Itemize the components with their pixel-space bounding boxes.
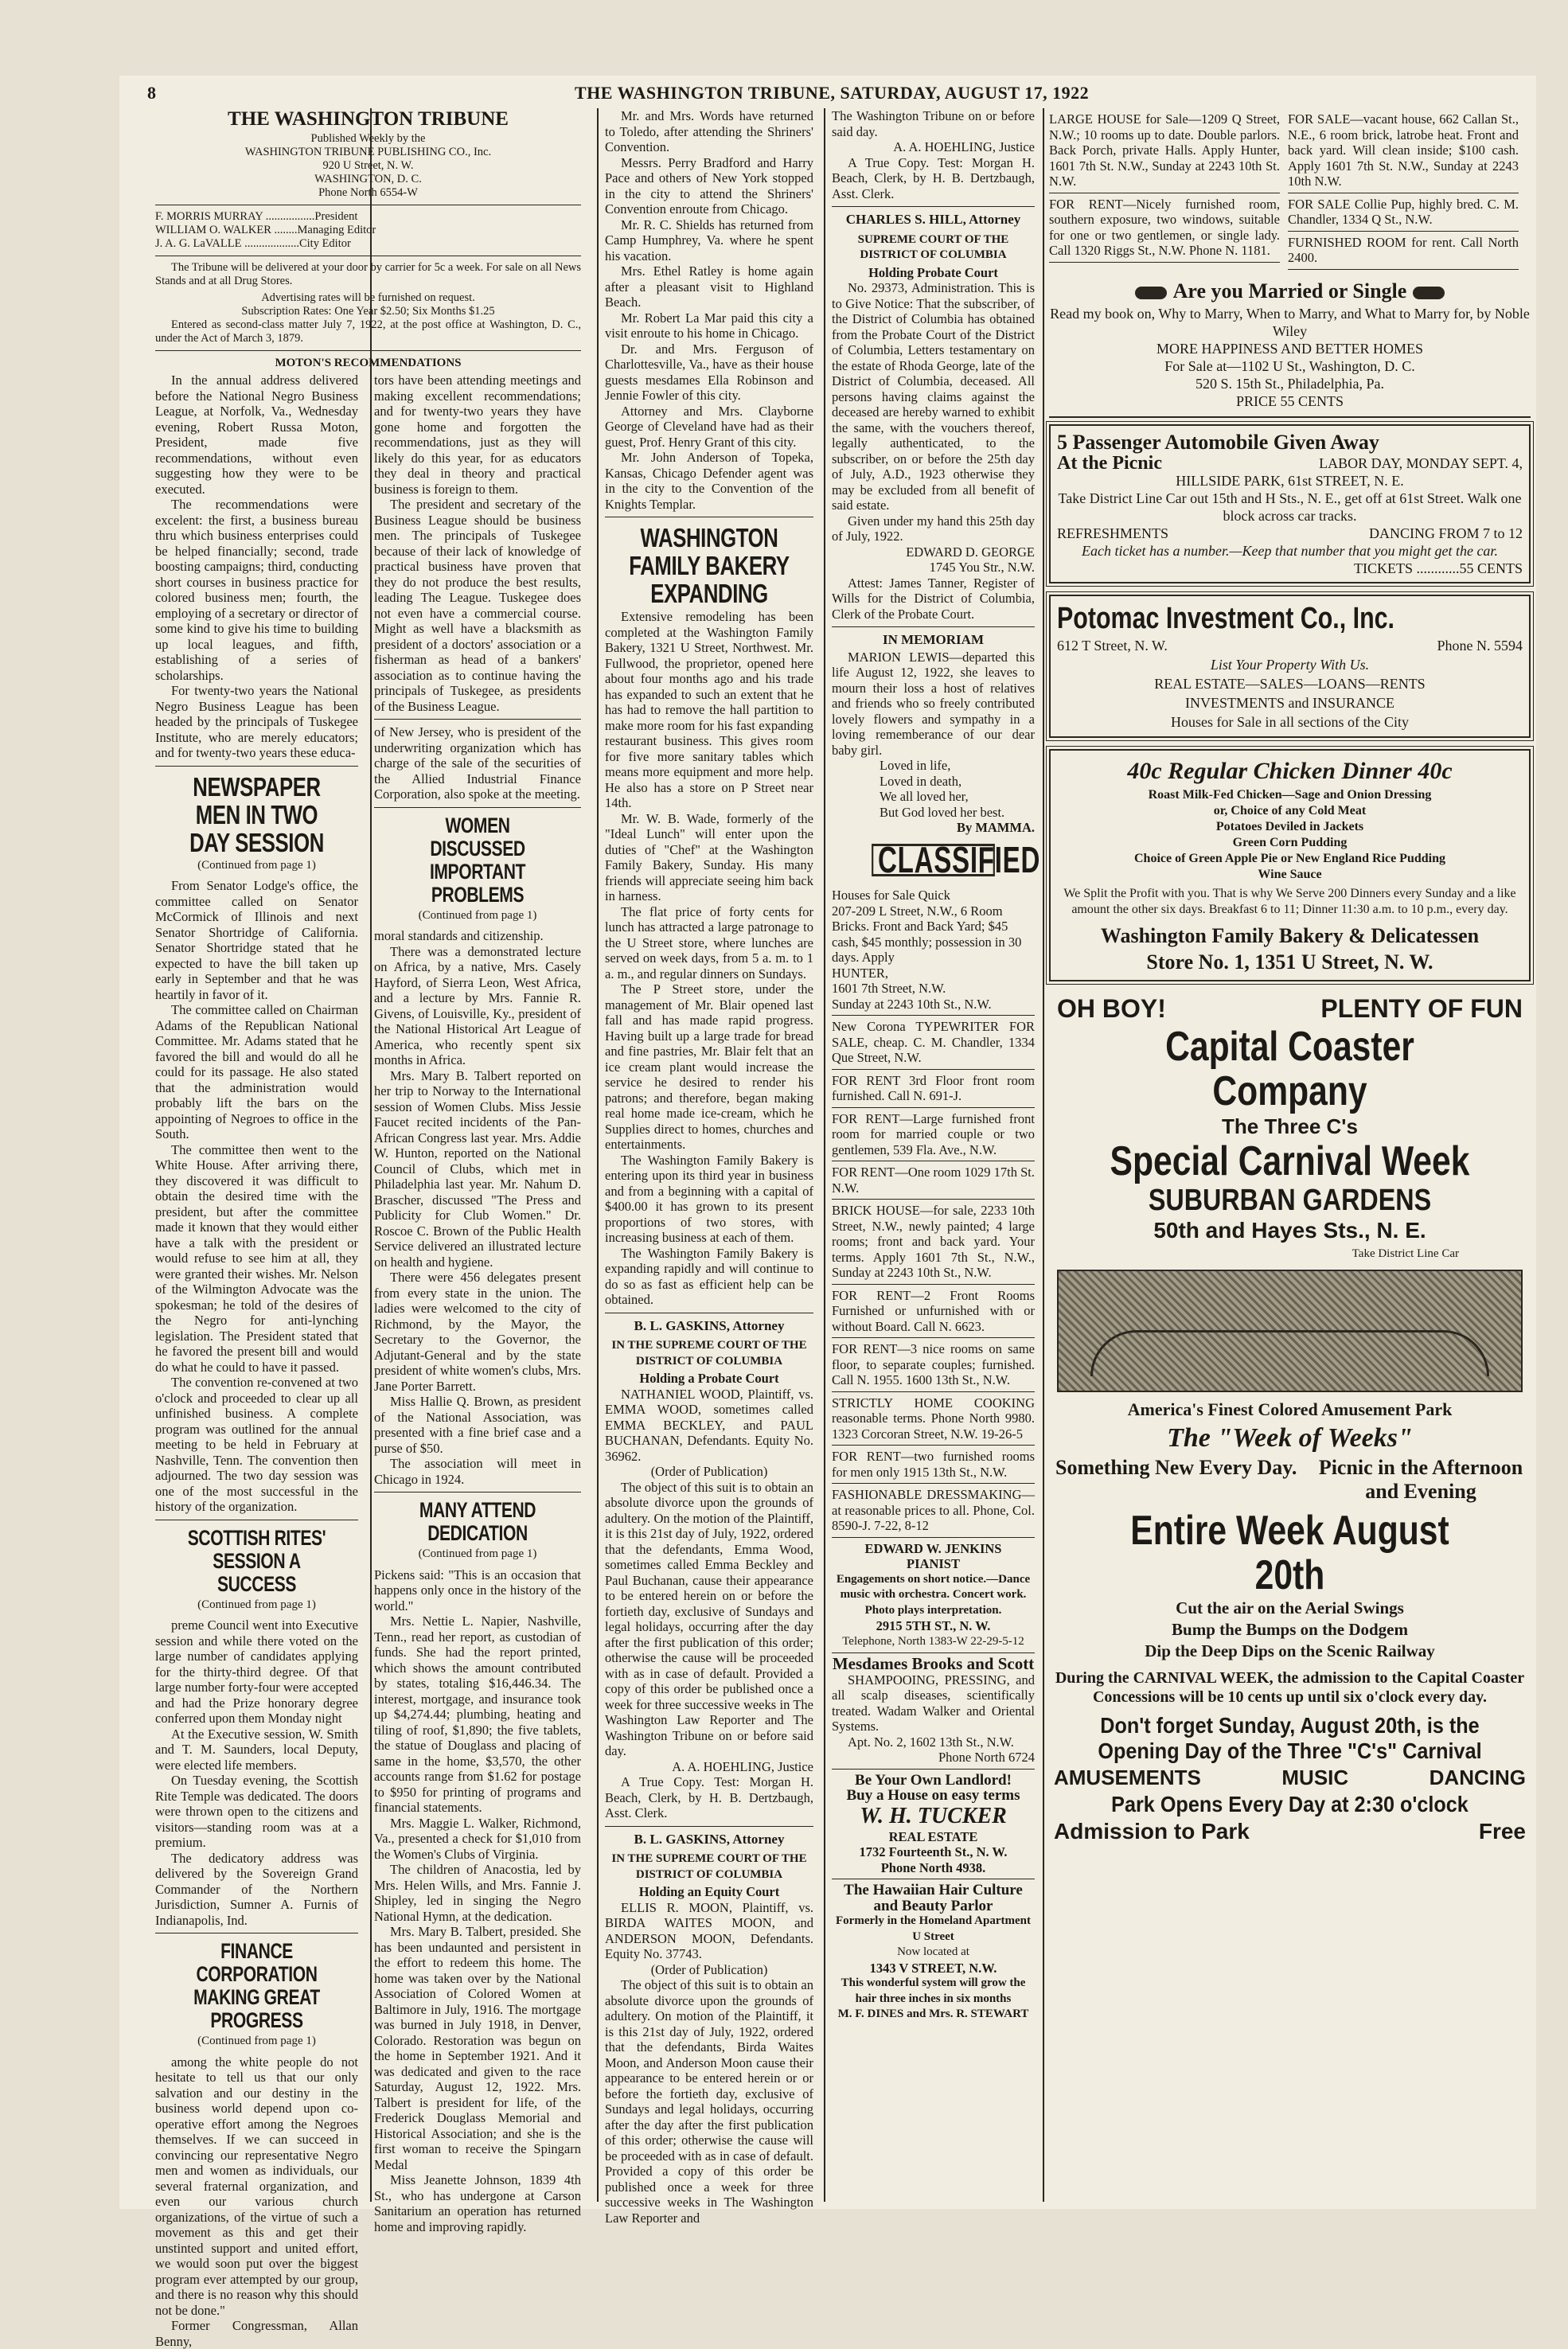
classified-ad: FASHIONABLE DRESSMAKING—at reasonable prices to all. Phone, Col. 8590-J. 7-22, 8-12: [832, 1484, 1035, 1538]
legal-holding: Holding Probate Court: [868, 264, 998, 280]
divider: [374, 719, 581, 720]
classified-ad: FOR SALE—vacant house, 662 Callan St., N.E., 6 room brick, latrobe heat. Front and back yard. Will clean inside; $100 cash. Apply 1601 7th St. N.W., Sunday at 2243 10th N.W.: [1288, 108, 1519, 193]
divider: [155, 350, 581, 351]
classified-ad: FOR RENT—Large furnished front room for married couple or two gentlemen, 539 Fla. Ave., N.W.: [832, 1108, 1035, 1162]
brooks-body: SHAMPOOING, PRESSING, and all scalp diseases, scientifically treated. Wadam Walker and Oriental Systems.: [832, 1672, 1035, 1734]
article-paragraph: There was a demonstrated lecture on Africa, by a native, Mrs. Casely Hayford, of Sierra Leon, West Africa, and a lecture by Mrs. Fannie R. Givens, of Louisville, Ky., president of the National Historical Art League of America, who recently spent six months in Africa.: [374, 943, 581, 1067]
continued-note: (Continued from page 1): [418, 908, 537, 922]
article-paragraph: Mrs. Maggie L. Walker, Richmond, Va., presented a check for $1,010 from the Women's Clubs of Virginia.: [374, 1815, 581, 1862]
automobile-park: HILLSIDE PARK, 61st STREET, N. E.: [1176, 472, 1404, 489]
married-address: 520 S. 15th St., Philadelphia, Pa.: [1195, 375, 1384, 392]
coaster-three-c: The Three C's: [1222, 1114, 1358, 1138]
article-paragraph: On Tuesday evening, the Scottish Rite Temple was dedicated. The doors were thrown open to the citizens and visitors—standing room was at a premium.: [155, 1773, 358, 1850]
article-paragraph: The flat price of forty cents for lunch has attracted a large patronage to the U Street store, where lunches are served on week days, from 5 a. m. to 1 a. m., and regular dinners on Sundays.: [605, 903, 813, 981]
menu-item: Choice of Green Apple Pie or New England Rice Pudding: [1134, 851, 1445, 865]
column-rule: [597, 108, 599, 2202]
legal-name: EDWARD D. GEORGE: [906, 544, 1035, 560]
married-body: Read my book on, Why to Marry, When to Marry, and What to Marry for, by Noble Wiley: [1050, 305, 1530, 339]
coaster-week: Special Carnival Week: [1110, 1137, 1470, 1184]
legal-attest: A True Copy. Test: Morgan H. Beach, Clerk, by H. B. Dertzbaugh, Asst. Clerk.: [832, 154, 1035, 201]
hawaiian-body: This wonderful system will grow the hair three inches in six months: [841, 1976, 1026, 2005]
article-paragraph: Mrs. Mary B. Talbert, presided. She has been undaunted and persistent in the effort to redeem this home. The home was taken over by the National Association of Colored Women at Baltimore in July, 1916. The mortgage was burned in July 1918, in Denver, Colorado. Restoration was begun on the home in September 1921. And it was dedicated and given to the race Saturday, August 12, 1922. Mrs. Talbert is president for life, of the Frederick Douglass Memorial and Historical Association; and she is the first woman to receive the Spingarn Medal: [374, 1924, 581, 2172]
pointing-hand-icon: [1413, 287, 1445, 299]
article-paragraph: Miss Hallie Q. Brown, as president of the National Association, was presented with a fine brief case and a purse of $50.: [374, 1394, 581, 1456]
legal-attorney: B. L. GASKINS, Attorney: [634, 1317, 785, 1333]
chicken-store: Washington Family Bakery & Delicatessen: [1100, 923, 1480, 947]
coaster-address: 50th and Hayes Sts., N. E.: [1153, 1217, 1426, 1243]
coaster-gardens: SUBURBAN GARDENS: [1148, 1183, 1432, 1217]
memoriam-poem-line: Loved in death,: [880, 773, 962, 789]
legal-given: Given under my hand this 25th day of July, 1922.: [832, 513, 1035, 544]
automobile-note: Each ticket has a number.—Keep that number that you might get the car.: [1082, 542, 1498, 559]
coaster-swings: Cut the air on the Aerial Swings: [1176, 1598, 1404, 1617]
social-note: Mr. John Anderson of Topeka, Kansas, Chicago Defender agent was in the city to the Convention of the Knights Templar.: [605, 450, 813, 512]
brooks-headline: Mesdames Brooks and Scott: [832, 1654, 1035, 1673]
hawaiian-address: 1343 V STREET, N.W.: [869, 1960, 997, 1976]
legal-court: SUPREME COURT OF THE DISTRICT OF COLUMBIA: [857, 232, 1009, 261]
continued-note: (Continued from page 1): [418, 1547, 537, 1560]
tucker-line: Phone North 4938.: [880, 1859, 986, 1875]
classified-heading: CLASSIFIED: [872, 844, 995, 877]
article-headline: FINANCE CORPORATION MAKING GREAT PROGRESS: [193, 1939, 320, 2032]
editorial-paragraph: The recommendations were excelent: the first, a business bureau thru which business enterprises could be helped financially; second, trade boosting campaigns; third, conducting short courses in business practice for colored business men; fourth, the employing of a secretary or director of some kind to give his time to building up local leagues, and fifth, establishing of a series of scholarships.: [155, 497, 358, 683]
social-note: Mrs. Ethel Ratley is home again after a pleasant visit to Highland Beach.: [605, 263, 813, 310]
potomac-line: INVESTMENTS and INSURANCE: [1185, 694, 1394, 711]
article-paragraph: Mrs. Nettie L. Napier, Nashville, Tenn., read her report, as custodian of funds. She had the report printed, which shows the amount contributed by states, totaling $16,446.34. The interest, mortgage, and insurance took up $4,274.44; plumbing, heating and tiling of roof, $1,890; the five tablets, the statue of Douglass and placing of same in the home, $3,570, the other accounts range from $1.62 for postage to $950 for printing of programs and financial statements.: [374, 1613, 581, 1815]
staff-line: WILLIAM O. WALKER ........Managing Editor: [155, 223, 376, 236]
entry-note: Entered as second-class matter July 7, 1922, at the post office at Washington, D. C., under the Act of March 3, 1879.: [155, 318, 581, 345]
social-note: Mr. Robert La Mar paid this city a visit enroute to his home in Chicago.: [605, 310, 813, 341]
coaster-sunday: Don't forget Sunday, August 20th, is the Opening Day of the Three "C's" Carnival: [1098, 1712, 1482, 1763]
tucker-ad: [832, 1770, 1035, 1880]
classified-ad: BRICK HOUSE—for sale, 2233 10th Street, N.W., newly painted; 4 large rooms; front and back yard. Your terms. Apply 1601 7th St., N.W., Sunday at 2243 10th St., N.W.: [832, 1200, 1035, 1285]
column-1: [155, 108, 581, 2349]
legal-attorney: B. L. GASKINS, Attorney: [634, 1831, 785, 1847]
jenkins-address: 2915 5TH ST., N. W.: [876, 1618, 991, 1633]
tucker-line: 1732 Fourteenth St., N. W.: [859, 1844, 1008, 1859]
article-paragraph: of New Jersey, who is president of the underwriting organization which has charge of the sale of the securities of the Allied Industrial Finance Corporation, also spoke at the meeting.: [374, 724, 581, 802]
article-paragraph: Miss Jeanette Johnson, 1839 4th St., who has undergone at Carson Sanitarium an operation has returned home and improving rapidly.: [374, 2172, 581, 2234]
article-paragraph: The P Street store, under the management of Mr. Blair opened last fall and has made rapid progress. Having built up a large trade for bread and fine pastries, Mr. Blair felt that an ice cream plant would increase the service he desired to render his patrons; and therefore, began making real home made ice-cream, which he Supplies direct to homes, churches and entertainments.: [605, 981, 813, 1152]
article-paragraph: Extensive remodeling has been completed at the Washington Family Bakery, 1321 U Street, Northwest. Mr. Fullwood, the proprietor, opened here about four months ago and his trade has expanded to such an extent that he has had to remove the hall partition to make more room for his fast expanding restaurant business. This gives room for five more sanitary tables which means more equipment and more help. He also has a store on P Street near 14th.: [605, 609, 813, 810]
automobile-ad: [1049, 424, 1531, 583]
coaster-free: Free: [1478, 1818, 1526, 1844]
publisher-line: 920 U Street, N. W.: [322, 158, 414, 172]
classified-ad: New Corona TYPEWRITER FOR SALE, cheap. C. M. Chandler, 1334 Que Street, N.W.: [832, 1016, 1035, 1070]
legal-body: The object of this suit is to obtain an absolute divorce upon the grounds of adultery. On the motion of the Plaintiff, it is this 21st day of July, 1922, ordered that the defendants, Emma Wood, sometimes called Emma Beckley and Paul Buchanan, cause their appearance to be entered herein on or before the fortieth day, exclusive of Sundays and legal holidays, occurring after the day after the first publication of this order; otherwise the cause will be proceeded with as in case of default. Provided a copy of this order be published once a week for three successive weeks in The Washington Law Reporter and The Washington Tribune on or before said day.: [605, 1479, 813, 1758]
coaster-entire: Entire Week August 20th: [1130, 1507, 1449, 1598]
article-paragraph: preme Council went into Executive session and while there voted on the large number of candidates applying for the thirty-third degree. Of that large number forty-four were accepted and had the Prize honorary degree conferred upon them Monday night: [155, 1617, 358, 1726]
coaster-fun: PLENTY OF FUN: [1320, 993, 1523, 1023]
jenkins-ad: [832, 1538, 1035, 1654]
brooks-address: Apt. No. 2, 1602 13th St., N.W.: [848, 1734, 1014, 1750]
memoriam-poem-line: We all loved her,: [880, 789, 969, 804]
tucker-line: Buy a House on easy terms: [846, 1787, 1020, 1804]
social-note: Dr. and Mrs. Ferguson of Charlottesville, Va., have as their house guests mesdames Ella Robinson and Jennie Fowler of this city.: [605, 341, 813, 403]
coaster-car: Take District Line Car: [1352, 1247, 1459, 1260]
continued-note: (Continued from page 1): [197, 1598, 316, 1611]
potomac-line: REAL ESTATE—SALES—LOANS—RENTS: [1154, 675, 1426, 692]
article-paragraph: among the white people do not hesitate to tell us that our only salvation and our destiny in the business world depend upon co-operative effort among the Negroes themselves. If we can succeed in convincing our representative Negro men and women as individuals, our several fraternal organization, and even our various church organizations, of the virtue of such a movement as this and get their unstinted support and united effort, we would soon put over the biggest program ever attempted by our group, and there is no reason why this should not be done.": [155, 2054, 358, 2318]
legal-holding: Holding an Equity Court: [638, 1884, 780, 1899]
legal-attest: Attest: James Tanner, Register of Wills for the District of Columbia, Clerk of the Probate Court.: [832, 575, 1035, 622]
brooks-phone: Phone North 6724: [938, 1750, 1035, 1765]
automobile-picnic: At the Picnic: [1057, 452, 1162, 474]
subscription-rates: Subscription Rates: One Year $2.50; Six Months $1.25: [241, 304, 495, 318]
legal-court: IN THE SUPREME COURT OF THE DISTRICT OF COLUMBIA: [611, 1339, 807, 1368]
memoriam-poem-line: Loved in life,: [880, 758, 951, 773]
coaster-ohboy: OH BOY!: [1057, 993, 1166, 1023]
article-paragraph: At the Executive session, W. Smith and T. M. Saunders, local Deputy, were elected life members.: [155, 1726, 358, 1773]
article-paragraph: The committee then went to the White House. After arriving there, they discovered it was difficult to obtain the desired time with the president, but after the committee made it known that they would either have a talk with the president or would refuse to see him at all, they were granted their wishes. Mr. Nelson of the Wilmington Advocate was the spokesman; he told of the desires of the Negro for anti-lynching legislation. The President stated that he favored the present bill and would do what he could to have it passed.: [155, 1141, 358, 1375]
article-headline: WASHINGTON FAMILY BAKERY EXPANDING: [629, 523, 790, 608]
legal-order: (Order of Publication): [650, 1464, 768, 1479]
brooks-ad: [832, 1653, 1035, 1770]
continued-note: (Continued from page 1): [197, 2035, 316, 2047]
article-paragraph: moral standards and citizenship.: [374, 928, 544, 943]
hawaiian-signature: M. F. DINES and Mrs. R. STEWART: [837, 2008, 1029, 2020]
social-note: Mr. R. C. Shields has returned from Camp Humphrey, Va. where he spent his vacation.: [605, 217, 813, 263]
coaster-new: Something New Every Day.: [1055, 1455, 1297, 1479]
legal-signature: A. A. HOEHLING, Justice: [672, 1758, 813, 1774]
hawaiian-line: Now located at: [897, 1945, 969, 1958]
classified-ad: STRICTLY HOME COOKING reasonable terms. Phone North 9980. 1323 Corcoran Street, N.W. 19-26-5: [832, 1392, 1035, 1446]
chicken-body: We Split the Profit with you. That is why We Serve 200 Dinners every Sunday and a like amount the other six days. Breakfast 6 to 11; Dinner 11:30 a.m. to 10 p.m., every day.: [1063, 886, 1516, 916]
coaster-finest: America's Finest Colored Amusement Park: [1127, 1399, 1453, 1419]
divider: [155, 766, 358, 767]
jenkins-title: PIANIST: [907, 1556, 960, 1571]
classified-ad: Houses for Sale Quick 207-209 L Street, N.W., 6 Room Bricks. Front and Back Yard; $45 cash, $45 monthly; possession in 30 days. Apply HUNTER, 1601 7th Street, N.W. Sunday at 2243 10th St., N.W.: [832, 884, 1035, 1016]
coaster-ad: [1049, 993, 1531, 1845]
legal-body: The object of this suit is to obtain an absolute divorce upon the grounds of adultery. On motion of the Plaintiff, it is this 21st day of July, 1922, ordered that the defendants, Birda Waites Moon, and Anderson Moon cause their appearance to be entered herein or or before the fortieth day, exclusive of Sundays and legal holidays, occurring after the day after the first publication of this order; otherwise the cause will be proceeded with as in case of default. Provided a copy of this order be published once a week for three successive weeks in The Washington Law Reporter and: [605, 1977, 813, 2226]
publisher-line: WASHINGTON TRIBUNE PUBLISHING CO., Inc.: [244, 145, 492, 158]
coaster-amusements: AMUSEMENTS: [1054, 1765, 1201, 1789]
article-paragraph: The committee called on Chairman Adams of the Republican National Committee. Mr. Adams stated that he favored the bill and would do all he could for its passage. He also stated that the administration would probably lift the bars on the appointing of Negroes to office in the South.: [155, 1002, 358, 1141]
article-paragraph: The convention re-convened at two o'clock and proceeded to clear up all unfinished business. A complete program was outlined for the annual meeting to be held in February at Nashville, Tenn. The convention then adjourned. The two day session was one of the most successful in the history of the organization.: [155, 1375, 358, 1514]
social-note: Messrs. Perry Bradford and Harry Pace and others of New York stopped in the city to attend the Shriners' Convention enroute from Chicago.: [605, 154, 813, 217]
article-headline: WOMEN DISCUSSED IMPORTANT PROBLEMS: [429, 813, 526, 907]
automobile-headline: 5 Passenger Automobile Given Away: [1057, 430, 1379, 454]
legal-parties: ELLIS R. MOON, Plaintiff, vs. BIRDA WAITES MOON, and ANDERSON MOON, Defendants. Equity No. 37743.: [605, 1899, 813, 1961]
coaster-during: During the CARNIVAL WEEK, the admission to the Capital Coaster Concessions will be 10 cents up until six o'clock every day.: [1055, 1668, 1525, 1706]
tucker-name: W. H. TUCKER: [860, 1803, 1007, 1828]
article-paragraph: The Washington Family Bakery is entering upon its third year in business and from a beginning with a capital of $400.00 it has grown to its present proportions of two stores, with increasing business at each of them.: [605, 1152, 813, 1245]
classified-ad: LARGE HOUSE for Sale—1209 Q Street, N.W.; 10 rooms up to date. Double parlors. Back Porch, private Halls. Apply Hunter, 1601 7th St. N.W., Sunday at 2243 10th St. N.W.: [1049, 108, 1280, 193]
automobile-tickets: TICKETS ............55 CENTS: [1353, 560, 1523, 576]
legal-parties: NATHANIEL WOOD, Plaintiff, vs. EMMA WOOD, sometimes called EMMA BECKLEY, and PAUL BUCHANAN, Defendants. Equity No. 36962.: [605, 1386, 813, 1464]
married-headline: Are you Married or Single: [1172, 279, 1407, 302]
staff-line: F. MORRIS MURRAY .................President: [155, 209, 358, 223]
automobile-dancing: DANCING FROM 7 to 12: [1368, 525, 1523, 541]
pointing-hand-icon: [1135, 287, 1167, 299]
hawaiian-headline: The Hawaiian Hair Culture and Beauty Parlor: [844, 1882, 1023, 1914]
article-paragraph: The Washington Family Bakery is expanding rapidly and will continue to do so as fast as efficient help can be obtained.: [605, 1245, 813, 1307]
amusement-park-illustration: [1057, 1270, 1523, 1392]
menu-item: or, Choice of any Cold Meat: [1213, 803, 1367, 817]
article-paragraph: The dedicatory address was delivered by the Sovereign Grand Commander of the Northern Jurisdiction, Sumner A. Furnis of Indianapolis, Ind.: [155, 1850, 358, 1928]
legal-body: No. 29373, Administration. This is to Give Notice: That the subscriber, of the District of Columbia has obtained from the Probate Court of the District of Columbia, Letters testamentary on the estate of Rhoda George, late of the District of Columbia, deceased. All persons having claims against the deceased are hereby warned to exhibit the same, with the vouchers thereof, legally authenticated, to the subscriber, on or before the 25th day of July, A.D., 1923 otherwise they may be excluded from all benefit of said estate.: [832, 280, 1035, 513]
publisher-line: Published Weekly by the: [310, 131, 426, 145]
article-paragraph: Former Congressman, Allan Benny,: [155, 2318, 358, 2349]
chicken-dinner-ad: [1049, 749, 1531, 981]
divider: [374, 807, 581, 808]
coaster-dips: Dip the Deep Dips on the Scenic Railway: [1145, 1641, 1435, 1660]
hawaiian-line: Formerly in the Homeland Apartment U Street: [836, 1914, 1031, 1943]
legal-court: IN THE SUPREME COURT OF THE DISTRICT OF COLUMBIA: [611, 1852, 807, 1881]
coaster-weeks: The "Week of Weeks": [1167, 1422, 1413, 1453]
publisher-line: WASHINGTON, D. C.: [314, 172, 422, 185]
page-number: 8: [147, 83, 157, 103]
menu-item: Wine Sauce: [1258, 867, 1322, 881]
memoriam-poem-line: But God loved her best.: [880, 804, 1005, 820]
tucker-line: Be Your Own Landlord!: [855, 1771, 1012, 1789]
social-note: Mr. and Mrs. Words have returned to Toledo, after attending the Shriners' Convention.: [605, 108, 813, 154]
column-4: [832, 108, 1041, 2202]
social-note: Attorney and Mrs. Clayborne George of Cleveland have had as their guest, Prof. Henry Grant of this city.: [605, 403, 813, 450]
divider: [832, 206, 1035, 207]
editorial-paragraph: The president and secretary of the Business League should be business men. The principals of Tuskegee because of their lack of knowledge of practical business have proven that they do not produce the best results, leading The League. Tuskegee does not even have a commercial course. Might as well have a blacksmith as president of a doctors' association or a fisherman as head of a bankers' association as to continue having the principals of Tuskegee, as presidents of the Business League.: [374, 497, 581, 714]
classified-ad: FOR RENT—2 Front Rooms Furnished or unfurnished with or without Board. Call N. 6623.: [832, 1285, 1035, 1339]
automobile-date: LABOR DAY, MONDAY SEPT. 4,: [1319, 455, 1523, 471]
hawaiian-ad: [832, 1879, 1035, 2026]
legal-body: The Washington Tribune on or before said day.: [832, 108, 1035, 139]
advertising-note: Advertising rates will be furnished on request.: [261, 291, 475, 304]
classified-ad: FOR RENT 3rd Floor front room furnished. Call N. 691-J.: [832, 1070, 1035, 1108]
potomac-headline: Potomac Investment Co., Inc.: [1057, 601, 1394, 635]
coaster-name: Capital Coaster Company: [1165, 1023, 1414, 1114]
column-3: [605, 108, 813, 2226]
divider: [605, 1826, 813, 1827]
legal-holding: Holding a Probate Court: [639, 1371, 779, 1386]
jenkins-body: Engagements on short notice.—Dance music with orchestra. Concert work. Photo plays interpretation.: [836, 1572, 1031, 1617]
potomac-address: 612 T Street, N. W.: [1057, 637, 1168, 654]
coaster-dancing: DANCING: [1429, 1765, 1526, 1789]
editorial-headline: MOTON'S RECOMMENDATIONS: [275, 356, 462, 369]
chicken-headline: 40c Regular Chicken Dinner 40c: [1127, 757, 1453, 784]
classified-ad: FOR RENT—two furnished rooms for men only 1915 13th St., N.W.: [832, 1446, 1035, 1484]
classified-ad: FOR RENT—One room 1029 17th St. N.W.: [832, 1161, 1035, 1200]
classified-ad: FOR RENT—Nicely furnished room, southern exposure, two windows, suitable for one or two gentlemen, or single lady. Call 1320 Riggs St., N.W. Phone N. 1181.: [1049, 193, 1280, 263]
chicken-address: Store No. 1, 1351 U Street, N. W.: [1146, 950, 1433, 974]
coaster-bumps: Bump the Bumps on the Dodgem: [1172, 1619, 1408, 1639]
article-paragraph: There were 456 delegates present from every state in the union. The ladies were welcomed to the city of Richmond, by the Mayor, the Secretary to the Governor, the Adjutant-General and by the state president of white women's clubs, Mrs. Jane Porter Barrett.: [374, 1270, 581, 1394]
automobile-directions: Take District Line Car out 15th and H Sts., N. E., get off at 61st Street. Walk one block across car tracks.: [1058, 490, 1522, 524]
legal-signature: A. A. HOEHLING, Justice: [893, 139, 1035, 154]
jenkins-phone: Telephone, North 1383-W 22-29-5-12: [842, 1634, 1024, 1648]
memoriam-signature: By MAMMA.: [956, 820, 1035, 835]
divider: [374, 1492, 581, 1493]
automobile-refreshments: REFRESHMENTS: [1057, 525, 1169, 541]
married-sale: For Sale at—1102 U St., Washington, D. C.: [1164, 357, 1415, 374]
classified-ad: FOR RENT—3 nice rooms on same floor, to separate couples; furnished. Call N. 1955. 1600 13th St., N.W.: [832, 1338, 1035, 1392]
delivery-note: The Tribune will be delivered at your door by carrier for 5c a week. For sale on all News Stands and at all Drug Stores.: [155, 260, 581, 287]
editorial-paragraph: In the annual address delivered before the National Negro Business League, at Norfolk, Va., Wednesday evening, Robert Russa Moton, President, made five recommendations, without even suggesting how they were to be executed.: [155, 373, 358, 497]
divider: [832, 626, 1035, 627]
masthead: THE WASHINGTON TRIBUNE: [228, 108, 509, 130]
potomac-line: Houses for Sale in all sections of the City: [1171, 713, 1409, 730]
legal-attest: A True Copy. Test: Morgan H. Beach, Clerk, by H. B. Dertzbaugh, Asst. Clerk.: [605, 1774, 813, 1820]
column-rule: [1043, 108, 1044, 2202]
memoriam-headline: IN MEMORIAM: [882, 632, 984, 647]
coaster-music: MUSIC: [1281, 1765, 1349, 1789]
article-paragraph: The children of Anacostia, led by Mrs. Helen Wills, and Mrs. Fannie J. Shipley, led in singing the Negro National Hymn, at the dedication.: [374, 1862, 581, 1924]
coaster-admission: Admission to Park: [1054, 1818, 1250, 1844]
continued-note: (Continued from page 1): [197, 858, 316, 872]
page-header: [147, 83, 1516, 107]
article-paragraph: The association will meet in Chicago in 1924.: [374, 1456, 581, 1487]
potomac-ad: [1049, 595, 1531, 738]
legal-order: (Order of Publication): [650, 1961, 768, 1977]
classified-ad: FOR SALE Collie Pup, highly bred. C. M. Chandler, 1334 Q St., N.W.: [1288, 193, 1519, 232]
jenkins-name: EDWARD W. JENKINS: [864, 1540, 1002, 1556]
legal-address: 1745 You Str., N.W.: [929, 560, 1035, 575]
married-price: PRICE 55 CENTS: [1235, 392, 1344, 409]
editorial-paragraph: tors have been attending meetings and making excellent recommendations; and for twenty-two years they have gone home and forgotten the recommendations, just as they will likely do this year, for as educators they deal in theory and practical business is foreign to them.: [374, 373, 581, 497]
column-5: [1049, 108, 1531, 2202]
coaster-picnic: Picnic in the Afternoon and Evening: [1318, 1455, 1523, 1503]
article-paragraph: Mrs. Mary B. Talbert reported on her trip to Norway to the International session of Women Clubs. Miss Jessie Faucet recited incidents of the Pan-African Congress last year. Mrs. Addie W. Hunton, reported on the National Council of Clubs, which met in Philadelphia last year. Mr. Nahum D. Brascher, discussed "The Press and Publicity for Club Women." Dr. Roscoe C. Brown of the Public Health Service delivered an illustrated lecture on health and hygiene.: [374, 1067, 581, 1270]
married-sub: MORE HAPPINESS AND BETTER HOMES: [1156, 340, 1424, 357]
staff-line: J. A. G. LaVALLE ...................City Editor: [155, 236, 351, 250]
publisher-line: Phone North 6554-W: [318, 185, 418, 199]
married-ad: [1049, 278, 1531, 418]
potomac-line: List Your Property With Us.: [1210, 656, 1370, 673]
article-headline: MANY ATTEND DEDICATION: [419, 1498, 536, 1545]
editorial-paragraph: For twenty-two years the National Negro Business League has been headed by the principals of Tuskegee Institute, who are merely educators; and for twenty-two years these educa-: [155, 683, 358, 760]
tucker-line: REAL ESTATE: [888, 1828, 978, 1844]
column-rule: [824, 108, 825, 2202]
memoriam-body: MARION LEWIS—departed this life August 12, 1922, she leaves to mourn their loss a host of relatives and friends who so freely contributed lovely flowers and sympathy in a loving rememberance of our dear baby girl.: [832, 649, 1035, 758]
menu-item: Potatoes Deviled in Jackets: [1215, 819, 1364, 833]
potomac-phone: Phone N. 5594: [1437, 637, 1523, 654]
classified-ad: FURNISHED ROOM for rent. Call North 2400.: [1288, 232, 1519, 270]
article-headline: NEWSPAPER MEN IN TWO DAY SESSION: [189, 771, 324, 857]
menu-item: Roast Milk-Fed Chicken—Sage and Onion Dressing: [1148, 787, 1432, 802]
article-paragraph: Mr. W. B. Wade, formerly of the "Ideal Lunch" will enter upon the duties of "Chef" at the Washington Family Bakery, Sunday. His many friends will appreciate seeing him back in harness.: [605, 810, 813, 903]
legal-attorney: CHARLES S. HILL, Attorney: [845, 212, 1021, 227]
menu-item: Green Corn Pudding: [1232, 835, 1348, 849]
article-headline: SCOTTISH RITES' SESSION A SUCCESS: [187, 1525, 326, 1596]
article-paragraph: Pickens said: "This is an occasion that happens only once in the history of the world.": [374, 1567, 581, 1613]
article-paragraph: From Senator Lodge's office, the committee called on Senator McCormick of Illinois and next Senator Shortridge of California. Senator Shortridge stated that he expected to have the bill taken up early in September and that he was heartily in favor of it.: [155, 878, 358, 1002]
running-title: THE WASHINGTON TRIBUNE, SATURDAY, AUGUST 17, 1922: [574, 83, 1090, 103]
coaster-opens: Park Opens Every Day at 2:30 o'clock: [1111, 1791, 1469, 1816]
